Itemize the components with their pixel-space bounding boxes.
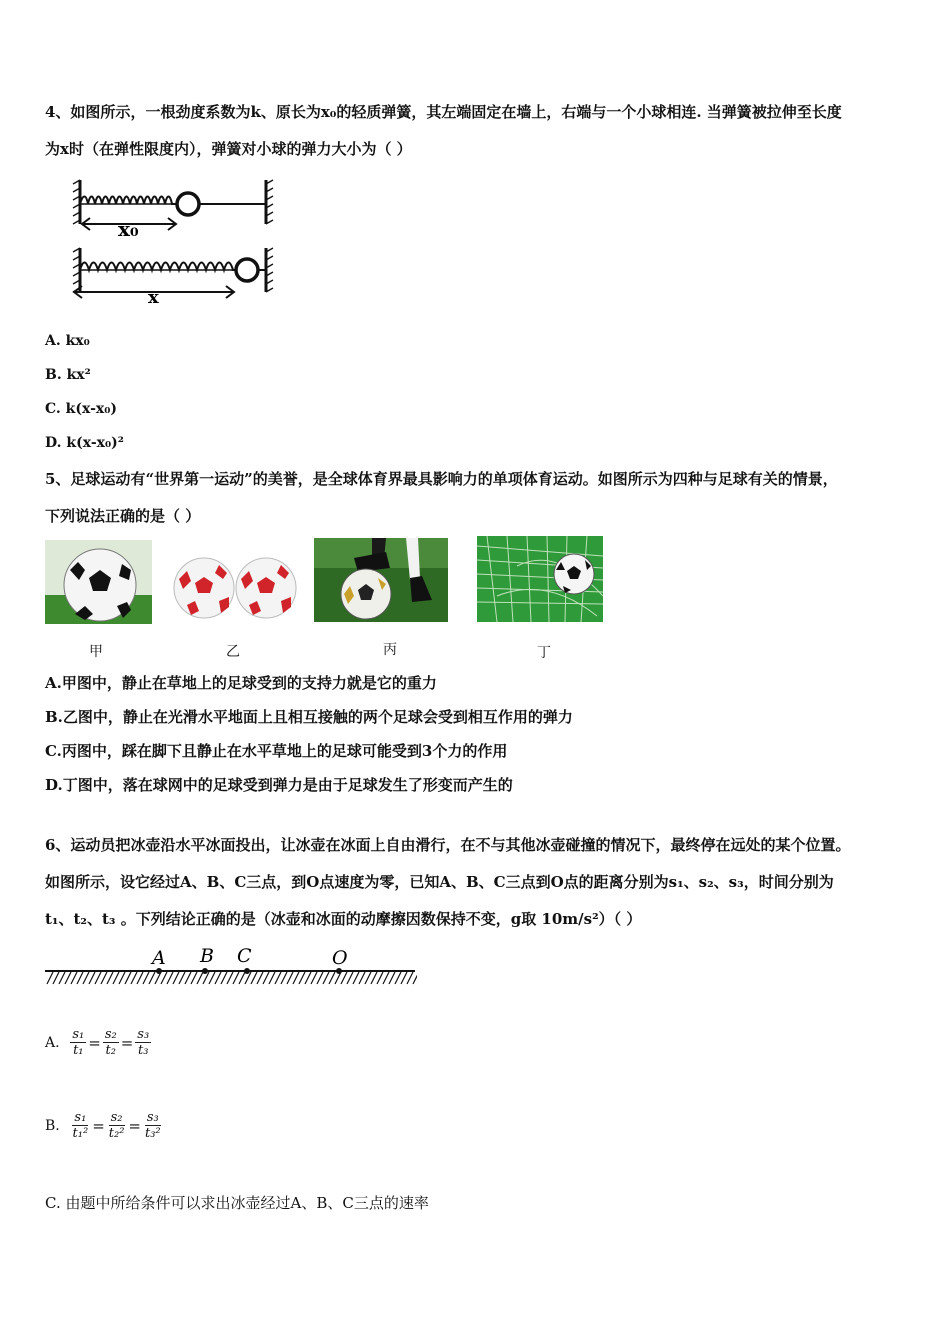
track-hatch-line (287, 972, 293, 984)
track-hatch-line (275, 972, 281, 984)
track-hatch-line (221, 972, 227, 984)
q6-option-b-label: B. (45, 1117, 60, 1134)
track-hatch-line (407, 972, 413, 984)
point-label-o: O (332, 947, 348, 969)
track-hatch-line (323, 972, 329, 984)
track-hatch-line (173, 972, 179, 984)
caption-bing: 丙 (383, 642, 397, 658)
fraction-s1-t1sq: $\frac{\text{s₁}}{\text{t₁²}}$ (72, 1110, 89, 1141)
track-hatch-line (101, 972, 107, 984)
track-hatch-line (149, 972, 155, 984)
track-hatch-line (413, 972, 417, 984)
track-hatch-line (383, 972, 389, 984)
q5-stem-line1: 5、足球运动有“世界第一运动”的美誉，是全球体育界最具影响力的单项体育运动。如图所示为四种与足球有关的情景， (45, 470, 838, 488)
track-hatch-line (59, 972, 65, 984)
fraction-s3-t3: $\frac{\text{s₃}}{\text{t₃}}$ (137, 1027, 150, 1058)
track-hatch-line (113, 972, 119, 984)
q4-option-d: D. k(x-x₀)² (45, 435, 124, 451)
track-hatch-line (77, 972, 83, 984)
spring-label-x0: x₀ (118, 217, 139, 241)
q4-stem-line2: 为x时（在弹性限度内），弹簧对小球的弹力大小为（ ） (45, 140, 412, 158)
track-hatch-line (299, 972, 305, 984)
track-hatch-line (209, 972, 215, 984)
track-hatch-line (257, 972, 263, 984)
track-hatch-line (65, 972, 71, 984)
q5-option-a: A.甲图中，静止在草地上的足球受到的支持力就是它的重力 (45, 674, 437, 692)
track-hatch-line (293, 972, 299, 984)
track-hatch-line (353, 972, 359, 984)
track-hatch-line (143, 972, 149, 984)
track-hatch-line (215, 972, 221, 984)
track-hatch-line (251, 972, 257, 984)
fraction-s2-t2: $\frac{\text{s₂}}{\text{t₂}}$ (104, 1027, 117, 1058)
track-hatch-line (317, 972, 323, 984)
q6-option-c: C. 由题中所给条件可以求出冰壶经过A、B、C三点的速率 (45, 1194, 429, 1212)
q6-option-a: A. $\frac{\text{s₁}}{\text{t₁}}$ = $\frac{\text{s₂}}{\text{t₂}}$ = $\frac{\text{s₃}}{\text{t₃}}$ (45, 1027, 150, 1058)
track-hatch-line (341, 972, 347, 984)
track-hatch-line (239, 972, 245, 984)
q4-stem-line1: 4、如图所示，一根劲度系数为k、原长为x₀的轻质弹簧，其左端固定在墙上，右端与一个小球相连. 当弹簧被拉伸至长度 (45, 103, 842, 121)
track-hatch-line (107, 972, 113, 984)
caption-jia: 甲 (89, 644, 103, 660)
track-hatch-line (227, 972, 233, 984)
track-hatch-line (389, 972, 395, 984)
soccer-image-bing (314, 538, 448, 622)
track-hatch-line (329, 972, 335, 984)
track-hatch-line (311, 972, 317, 984)
soccer-image-ding (477, 536, 603, 622)
fraction-s2-t2sq: $\frac{\text{s₂}}{\text{t₂²}}$ (108, 1110, 125, 1141)
track-hatch-line (395, 972, 401, 984)
track-hatch-line (161, 972, 167, 984)
q6-option-a-label: A. (45, 1034, 60, 1051)
caption-ding: 丁 (537, 645, 551, 661)
soccer-image-jia (45, 540, 152, 624)
q4-option-c: C. k(x-x₀) (45, 401, 117, 417)
track-hatch-line (347, 972, 353, 984)
track-hatch-line (401, 972, 407, 984)
curling-track-diagram (45, 944, 417, 990)
q4-option-a: A. kx₀ (45, 333, 90, 349)
track-hatch-line (83, 972, 89, 984)
q5-option-c: C.丙图中，踩在脚下且静止在水平草地上的足球可能受到3个力的作用 (45, 742, 508, 760)
spring-label-x: x (148, 287, 159, 307)
track-hatch-line (377, 972, 383, 984)
track-hatch-line (167, 972, 173, 984)
q6-stem-line1: 6、运动员把冰壶沿水平冰面投出，让冰壶在冰面上自由滑行，在不与其他冰壶碰撞的情况下，最终停在远处的某个位置。 (45, 836, 851, 854)
track-hatch-line (71, 972, 77, 984)
track-hatch-line (185, 972, 191, 984)
track-hatch-line (365, 972, 371, 984)
track-hatch-line (119, 972, 125, 984)
track-hatch-line (179, 972, 185, 984)
track-hatch-line (197, 972, 203, 984)
q5-option-b: B.乙图中，静止在光滑水平地面上且相互接触的两个足球会受到相互作用的弹力 (45, 708, 573, 726)
q6-stem-line3: t₁、t₂、t₃ 。下列结论正确的是（冰壶和冰面的动摩擦因数保持不变，g取 10m/s²）（ ） (45, 910, 642, 928)
point-label-b: B (200, 945, 214, 967)
track-hatch-line (125, 972, 131, 984)
q4-option-b: B. kx² (45, 367, 91, 383)
track-hatch-line (269, 972, 275, 984)
soccer-image-yi (173, 555, 297, 621)
q6-stem-line2: 如图所示，设它经过A、B、C三点，到O点速度为零，已知A、B、C三点到O点的距离分别为s₁、s₂、s₃，时间分别为 (45, 873, 834, 891)
spring-diagram (70, 172, 280, 307)
track-hatch-line (233, 972, 239, 984)
track-hatch-line (137, 972, 143, 984)
track-hatch-line (359, 972, 365, 984)
track-hatch-line (305, 972, 311, 984)
track-hatch-line (53, 972, 59, 984)
track-hatch-line (263, 972, 269, 984)
point-label-c: C (237, 945, 252, 967)
point-label-a: A (152, 947, 166, 969)
track-hatch-line (131, 972, 137, 984)
q5-option-d: D.丁图中，落在球网中的足球受到弹力是由于足球发生了形变而产生的 (45, 776, 513, 794)
q5-stem-line2: 下列说法正确的是（ ） (45, 507, 201, 525)
track-hatch-line (191, 972, 197, 984)
track-hatch-line (371, 972, 377, 984)
fraction-s1-t1: $\frac{\text{s₁}}{\text{t₁}}$ (72, 1027, 85, 1058)
track-hatch-line (89, 972, 95, 984)
track-hatch-line (47, 972, 53, 984)
track-hatch-line (281, 972, 287, 984)
q6-option-b: B. $\frac{\text{s₁}}{\text{t₁²}}$ = $\frac{\text{s₂}}{\text{t₂²}}$ = $\frac{\text{s₃}}{\text{t₃²}}$ (45, 1110, 161, 1141)
fraction-s3-t3sq: $\frac{\text{s₃}}{\text{t₃²}}$ (145, 1110, 161, 1141)
track-hatch-line (95, 972, 101, 984)
caption-yi: 乙 (226, 644, 240, 660)
